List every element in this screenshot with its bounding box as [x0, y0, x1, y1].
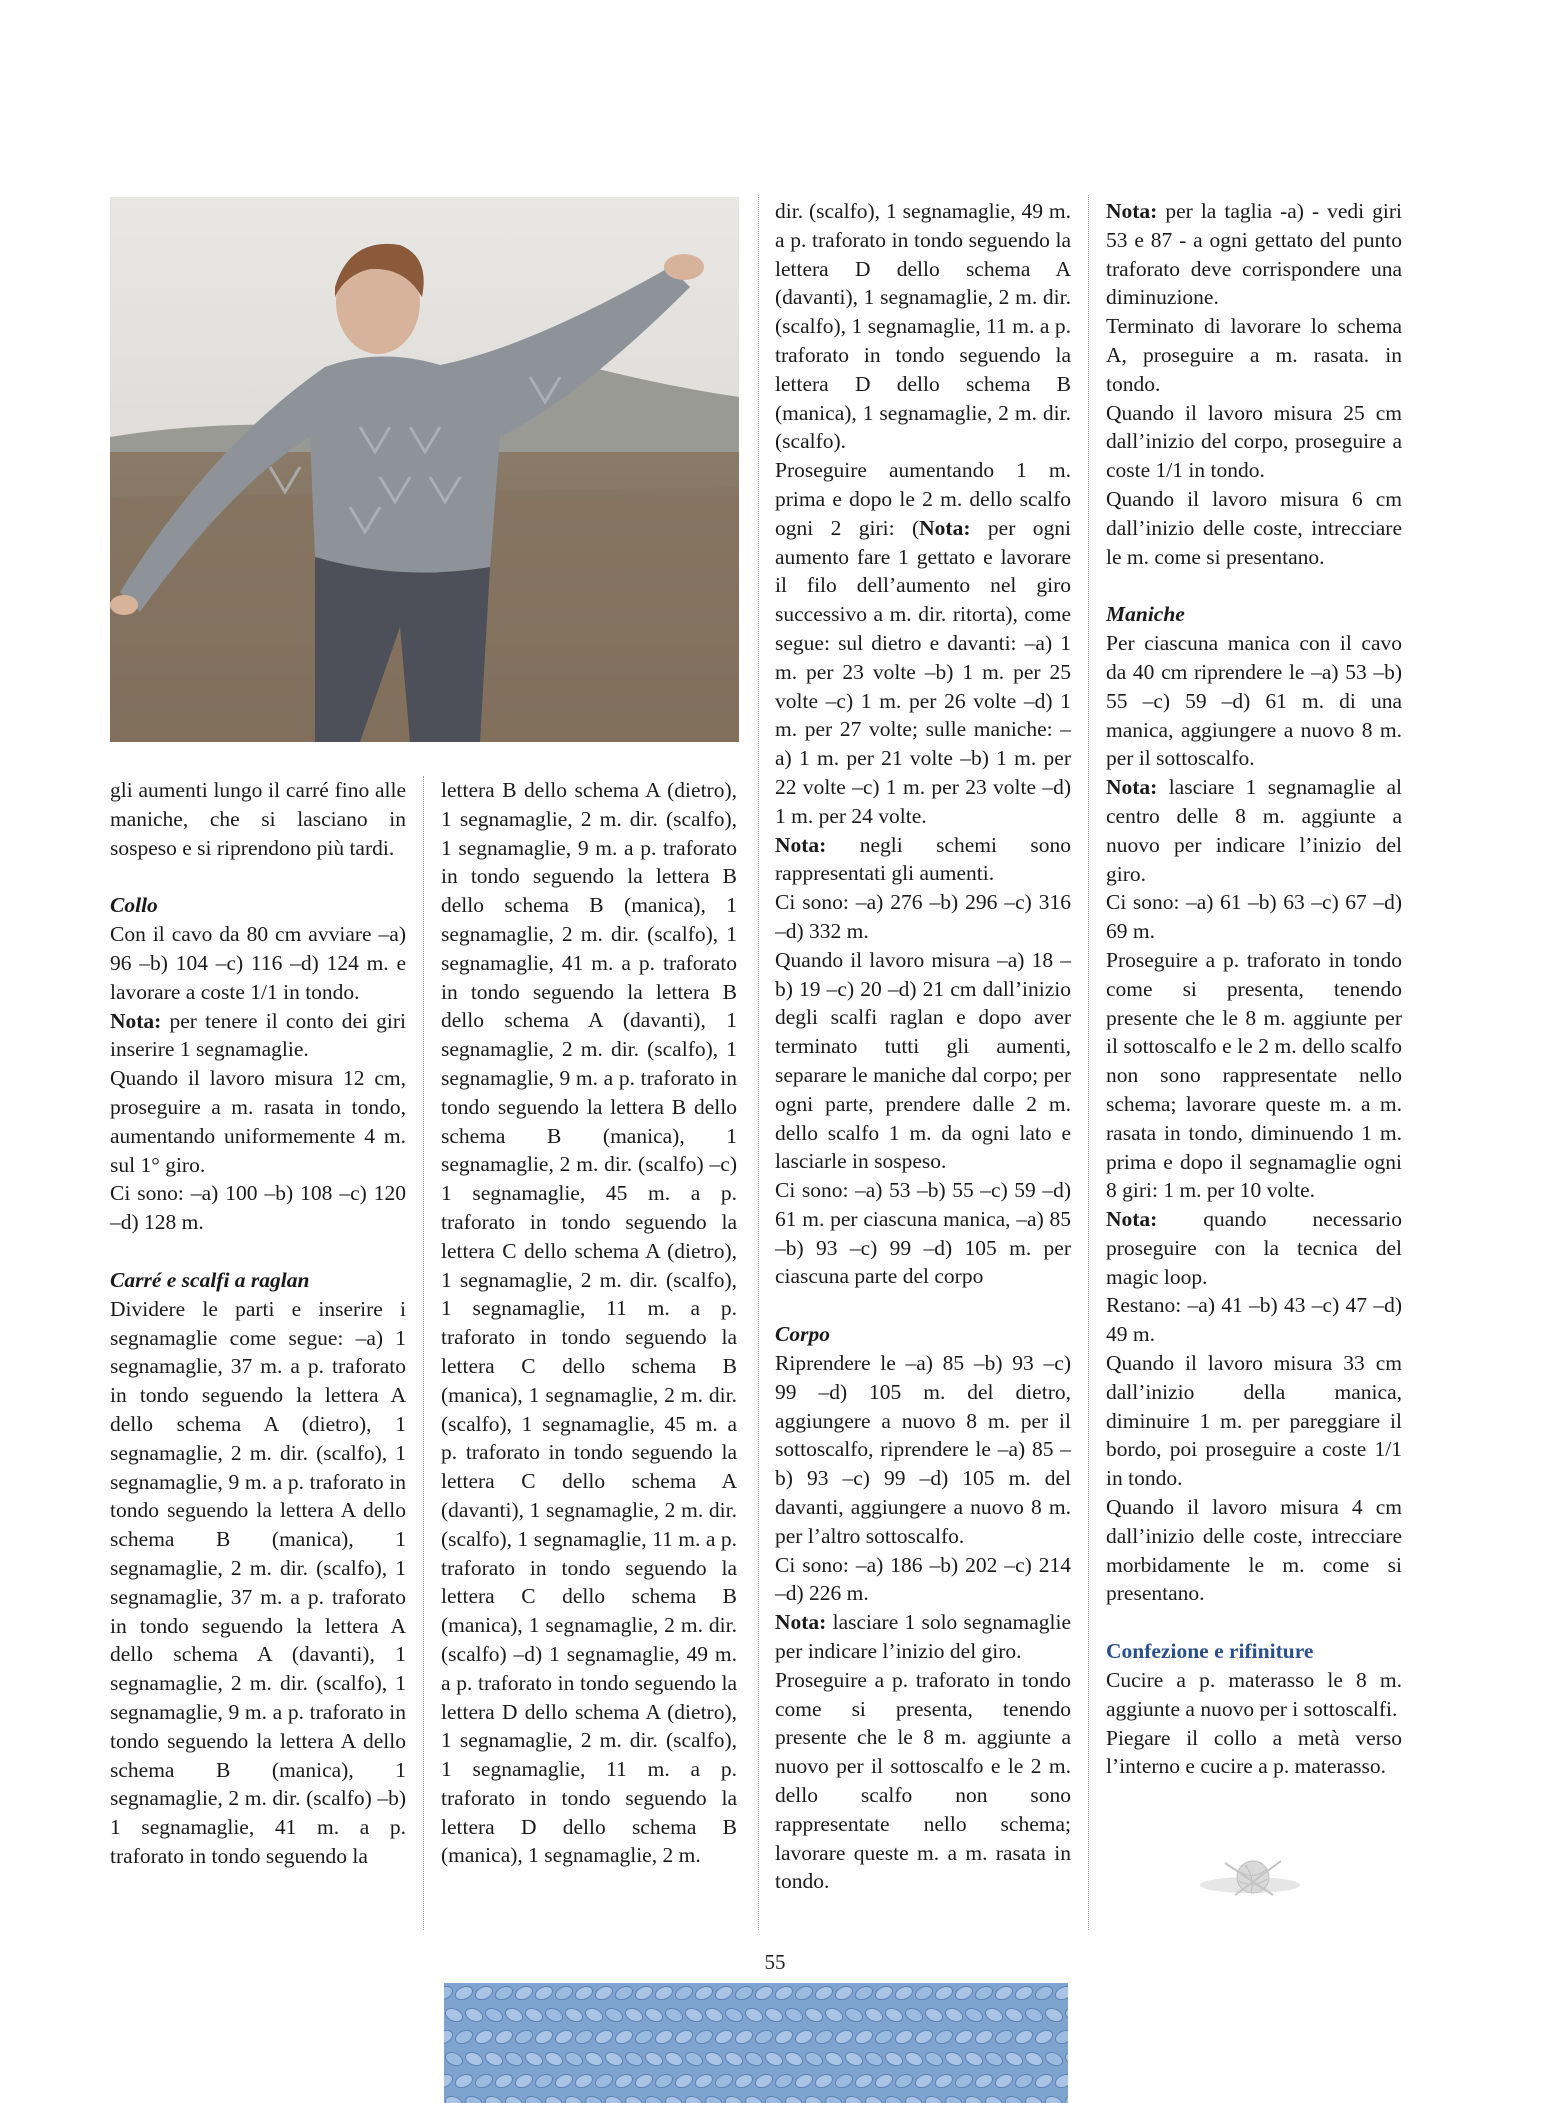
column3-paragraph-5: Ci sono: –a) 53 –b) 55 –c) 59 –d) 61 m. per ciascuna manica, –a) 85 –b) 93 –c) 99 –d) 105 m. per ciascuna parte del corpo: [775, 1178, 1071, 1289]
collo-paragraph-3: Ci sono: –a) 100 –b) 108 –c) 120 –d) 128 m.: [110, 1181, 406, 1235]
column3-note: Nota: negli schemi sono rappresentati gli aumenti.: [775, 832, 1071, 886]
yarn-ball-icon: [1195, 1855, 1305, 1905]
section-heading-maniche: Maniche: [1106, 602, 1185, 627]
maniche-note: Nota: lasciare 1 segnamaglie al centro delle 8 m. aggiunte a nuovo per indicare l’inizio del giro.: [1106, 775, 1403, 886]
corpo-paragraph-1: Riprendere le –a) 85 –b) 93 –c) 99 –d) 105 m. del dietro, aggiungere a nuovo 8 m. per il sottoscalfo, riprendere le –a) 85 –b) 93 –c) 99 –d) 105 m. del davanti, aggiungere a nuovo 8 m. per l’altro sottoscalfo.: [775, 1351, 1071, 1548]
intro-paragraph: gli aumenti lungo il carré fino alle maniche, che si lasciano in sospeso e si riprendono più tardi.: [110, 778, 406, 860]
section-heading-confezione: Confezione e rifiniture: [1106, 1639, 1314, 1664]
column-divider: [758, 195, 759, 1930]
corpo-paragraph-3: Proseguire a p. traforato in tondo come si presenta, tenendo presente che le 8 m. aggiunte a nuovo per il sottoscalfo e le 2 m. dello scalfo non sono rappresentate nello schema; lavorare queste m. a m. rasata in tondo.: [775, 1667, 1071, 1894]
column4-paragraph-1: Terminato di lavorare lo schema A, proseguire a m. rasata. in tondo.: [1106, 314, 1402, 396]
column3-paragraph-4: Quando il lavoro misura –a) 18 –b) 19 –c) 20 –d) 21 cm dall’inizio degli scalfi raglan e dopo aver terminato tutti gli aumenti, separare le maniche dal corpo; per ogni parte, prendere dalle 2 m. dello scalfo 1 m. da ogni lato e lasciarle in sospeso.: [775, 947, 1071, 1174]
corpo-note: Nota: lasciare 1 solo segnamaglie per indicare l’inizio del giro.: [775, 1610, 1071, 1664]
confezione-paragraph-1: Cucire a p. materasso le 8 m. aggiunte a nuovo per i sottoscalfi.: [1106, 1668, 1402, 1721]
column-divider: [1088, 195, 1089, 1930]
page-number: 55: [764, 1950, 786, 1974]
text-column-3: [775, 197, 1071, 1896]
section-heading-carre: Carré e scalfi a raglan: [110, 1267, 310, 1292]
text-column-2: [441, 776, 737, 1870]
confezione-paragraph-2: Piegare il collo a metà verso l’interno e cucire a p. materasso.: [1106, 1725, 1402, 1779]
corpo-paragraph-2: Ci sono: –a) 186 –b) 202 –c) 214 –d) 226 m.: [775, 1552, 1071, 1606]
column2-paragraph: lettera B dello schema A (dietro), 1 segnamaglie, 2 m. dir. (scalfo), 1 segnamaglie, 9 m. a p. traforato in tondo seguendo la lettera B dello schema B (manica), 1 segnamaglie, 2 m. dir. (scalfo), 1 segnamaglie, 41 m. a p. traforato in tondo seguendo la lettera B dello schema A (davanti), 1 segnamaglie, 2 m. dir. (scalfo), 1 segnamaglie, 9 m. a p. traforato in tondo seguendo la lettera B dello schema B (manica), 1 segnamaglie, 2 m. dir. (scalfo) –c) 1 segnamaglie, 45 m. a p. traforato in tondo seguendo la lettera C dello schema A (dietro), 1 segnamaglie, 2 m. dir. (scalfo), 1 segnamaglie, 11 m. a p. traforato in tondo seguendo la lettera C dello schema B (manica), 1 segnamaglie, 2 m. dir. (scalfo), 1 segnamaglie, 45 m. a p. traforato in tondo seguendo la lettera C dello schema A (davanti), 1 segnamaglie, 2 m. dir. (scalfo), 1 segnamaglie, 11 m. a p. traforato in tondo seguendo la lettera C dello schema B (manica), 1 segnamaglie, 2 m. dir. (scalfo) –d) 1 segnamaglie, 49 m. a p. traforato in tondo seguendo la lettera D dello schema A (dietro), 1 segnamaglie, 2 m. dir. (scalfo), 1 segnamaglie, 11 m. a p. traforato in tondo seguendo la lettera D dello schema B (manica), 1 segnamaglie, 2 m.: [441, 778, 737, 1868]
collo-paragraph-2: Quando il lavoro misura 12 cm, proseguire a m. rasata in tondo, aumentando uniformemente 4 m. sul 1° giro.: [110, 1066, 406, 1177]
maniche-note-2: Nota: quando necessario proseguire con la tecnica del magic loop.: [1106, 1207, 1402, 1289]
section-heading-corpo: Corpo: [775, 1322, 830, 1347]
text-column-1: [110, 776, 406, 1871]
woman-in-lace-sweater-photo: [110, 197, 739, 742]
column4-note: Nota: per la taglia -a) - vedi giri 53 e 87 - a ogni gettato del punto traforato deve corrispondere una diminuzione.: [1106, 199, 1403, 310]
maniche-paragraph-4: Restano: –a) 41 –b) 43 –c) 47 –d) 49 m.: [1106, 1293, 1402, 1347]
column4-paragraph-3: Quando il lavoro misura 6 cm dall’inizio delle coste, intrecciare le m. come si presentano.: [1106, 486, 1402, 569]
maniche-paragraph-3: Proseguire a p. traforato in tondo come si presenta, tenendo presente che le 8 m. aggiunte per il sottoscalfo e le 2 m. dello scalfo non sono rappresentate nello schema; lavorare queste m. a m. rasata in tondo, diminuendo 1 m. prima e dopo il segnamaglie ogni 8 giri: 1 m. per 10 volte.: [1106, 947, 1402, 1203]
text-column-4: [1106, 197, 1402, 1781]
column-divider: [423, 776, 424, 1930]
maniche-paragraph-5: Quando il lavoro misura 33 cm dall’inizio della manica, diminuire 1 m. per pareggiare il bordo, poi proseguire a coste 1/1 in tondo.: [1106, 1351, 1402, 1491]
column4-paragraph-2: Quando il lavoro misura 25 cm dall’inizio del corpo, proseguire a coste 1/1 in tondo.: [1106, 400, 1402, 483]
knit-swatch-image: [444, 1983, 1068, 2103]
collo-note: Nota: per tenere il conto dei giri inserire 1 segnamaglie.: [110, 1008, 406, 1062]
column3-paragraph-2: Proseguire aumentando 1 m. prima e dopo le 2 m. dello scalfo ogni 2 giri: (Nota: per ogni aumento fare 1 gettato e lavorare il filo dell’aumento nel giro successivo a m. dir. ritorta), come segue: sul dietro e davanti: –a) 1 m. per 23 volte –b) 1 m. per 25 volte –c) 1 m. per 26 volte –d) 1 m. per 27 volte; sulle maniche: –a) 1 m. per 21 volte –b) 1 m. per 22 volte –c) 1 m. per 23 volte –d) 1 m. per 24 volte.: [775, 458, 1071, 828]
maniche-paragraph-2: Ci sono: –a) 61 –b) 63 –c) 67 –d) 69 m.: [1106, 890, 1402, 944]
column3-paragraph-1: dir. (scalfo), 1 segnamaglie, 49 m. a p. traforato in tondo seguendo la lettera D dello schema A (davanti), 1 segnamaglie, 2 m. dir. (scalfo), 1 segnamaglie, 11 m. a p. traforato in tondo seguendo la lettera D dello schema B (manica), 1 segnamaglie, 2 m. dir. (scalfo).: [775, 199, 1071, 454]
section-heading-collo: Collo: [110, 893, 158, 918]
column3-paragraph-3: Ci sono: –a) 276 –b) 296 –c) 316 –d) 332 m.: [775, 890, 1071, 943]
maniche-paragraph-1: Per ciascuna manica con il cavo da 40 cm riprendere le –a) 53 –b) 55 –c) 59 –d) 61 m. di una manica, aggiungere a nuovo 8 m. per il sottoscalfo.: [1106, 631, 1402, 771]
carre-paragraph-1: Dividere le parti e inserire i segnamaglie come segue: –a) 1 segnamaglie, 37 m. a p. traforato in tondo seguendo la lettera A dello schema A (dietro), 1 segnamaglie, 2 m. dir. (scalfo), 1 segnamaglie, 9 m. a p. traforato in tondo seguendo la lettera A dello schema B (manica), 1 segnamaglie, 2 m. dir. (scalfo), 1 segnamaglie, 37 m. a p. traforato in tondo seguendo la lettera A dello schema A (davanti), 1 segnamaglie, 2 m. dir. (scalfo), 1 segnamaglie, 9 m. a p. traforato in tondo seguendo la lettera A dello schema B (manica), 1 segnamaglie, 2 m. dir. (scalfo) –b) 1 segnamaglie, 41 m. a p. traforato in tondo seguendo la: [110, 1296, 406, 1868]
collo-paragraph-1: Con il cavo da 80 cm avviare –a) 96 –b) 104 –c) 116 –d) 124 m. e lavorare a coste 1/1 in tondo.: [110, 922, 406, 1004]
maniche-paragraph-6: Quando il lavoro misura 4 cm dall’inizio delle coste, intrecciare morbidamente le m. come si presentano.: [1106, 1495, 1402, 1606]
